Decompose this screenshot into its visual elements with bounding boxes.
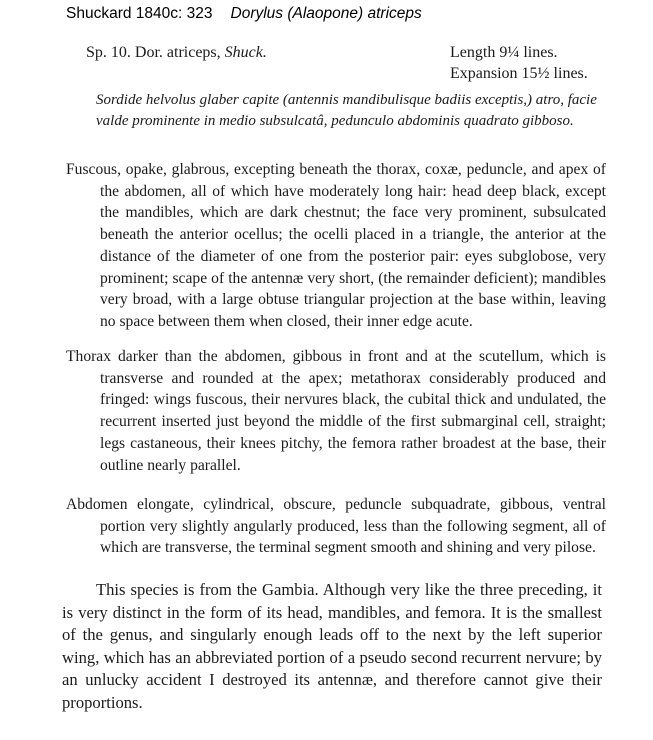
species-heading [86, 44, 267, 62]
citation-taxon: Dorylus (Alaopone) atriceps [230, 5, 422, 22]
description-head [66, 159, 606, 333]
species-number: Sp. 10. [86, 44, 131, 61]
remarks-section [62, 579, 602, 715]
citation-reference: Shuckard 1840c: 323 [66, 5, 213, 22]
latin-diagnosis: Sordide helvolus glaber capite (antennis mandibulisque badiis exceptis,) atro, facie valde prominente in medio subsulcatâ, pedunculo abdominis quadrato gibboso. [96, 92, 597, 129]
species-author: Shuck. [224, 44, 267, 61]
citation-header [66, 5, 422, 23]
description-paragraph-abdomen: Abdomen elongate, cylindrical, obscure, peduncle subquadrate, gibbous, ventral portion very slightly angularly produced, less than the following segment, all of which are transverse, the terminal segment smooth and shining and very pilose. [66, 496, 606, 557]
description-abdomen [66, 494, 606, 559]
description-paragraph-head: Fuscous, opake, glabrous, excepting beneath the thorax, coxæ, peduncle, and apex of the abdomen, all of which have moderately long hair: head deep black, except the mandibles, which are dark chestnut; the face very prominent, subsulcated beneath the anterior ocellus; the ocelli placed in a triangle, the anterior at the distance of the diameter of one from the posterior pair: eyes subglobose, very prominent; scape of the antennæ very short, (the remainder deficient); mandibles very broad, with a large obtuse triangular projection at the base within, leaving no space between them when closed, their inner edge acute. [66, 161, 606, 330]
species-name: Dor. atriceps, [134, 44, 221, 61]
remarks-paragraph: This species is from the Gambia. Although very like the three preceding, it is very distinct in the form of its head, mandibles, and femora. It is the smallest of the genus, and singularly enough leads off to the next by the left superior wing, which has an abbreviated portion of a pseudo second recurrent nervure; by an unlucky accident I destroyed its antennæ, and therefore cannot give their proportions. [62, 580, 602, 712]
length-measure: Length 9¼ lines. [450, 44, 558, 61]
description-thorax [66, 346, 606, 476]
description-paragraph-thorax: Thorax darker than the abdomen, gibbous in front and at the scutellum, which is transverse and rounded at the apex; metathorax considerably produced and fringed: wings fuscous, their nervures black, the cubital thick and undulated, the recurrent inserted just beyond the middle of the first submarginal cell, straight; legs castaneous, their knees pitchy, the femora rather broadest at the base, their outline nearly parallel. [66, 348, 606, 474]
expansion-measure: Expansion 15½ lines. [450, 65, 588, 82]
